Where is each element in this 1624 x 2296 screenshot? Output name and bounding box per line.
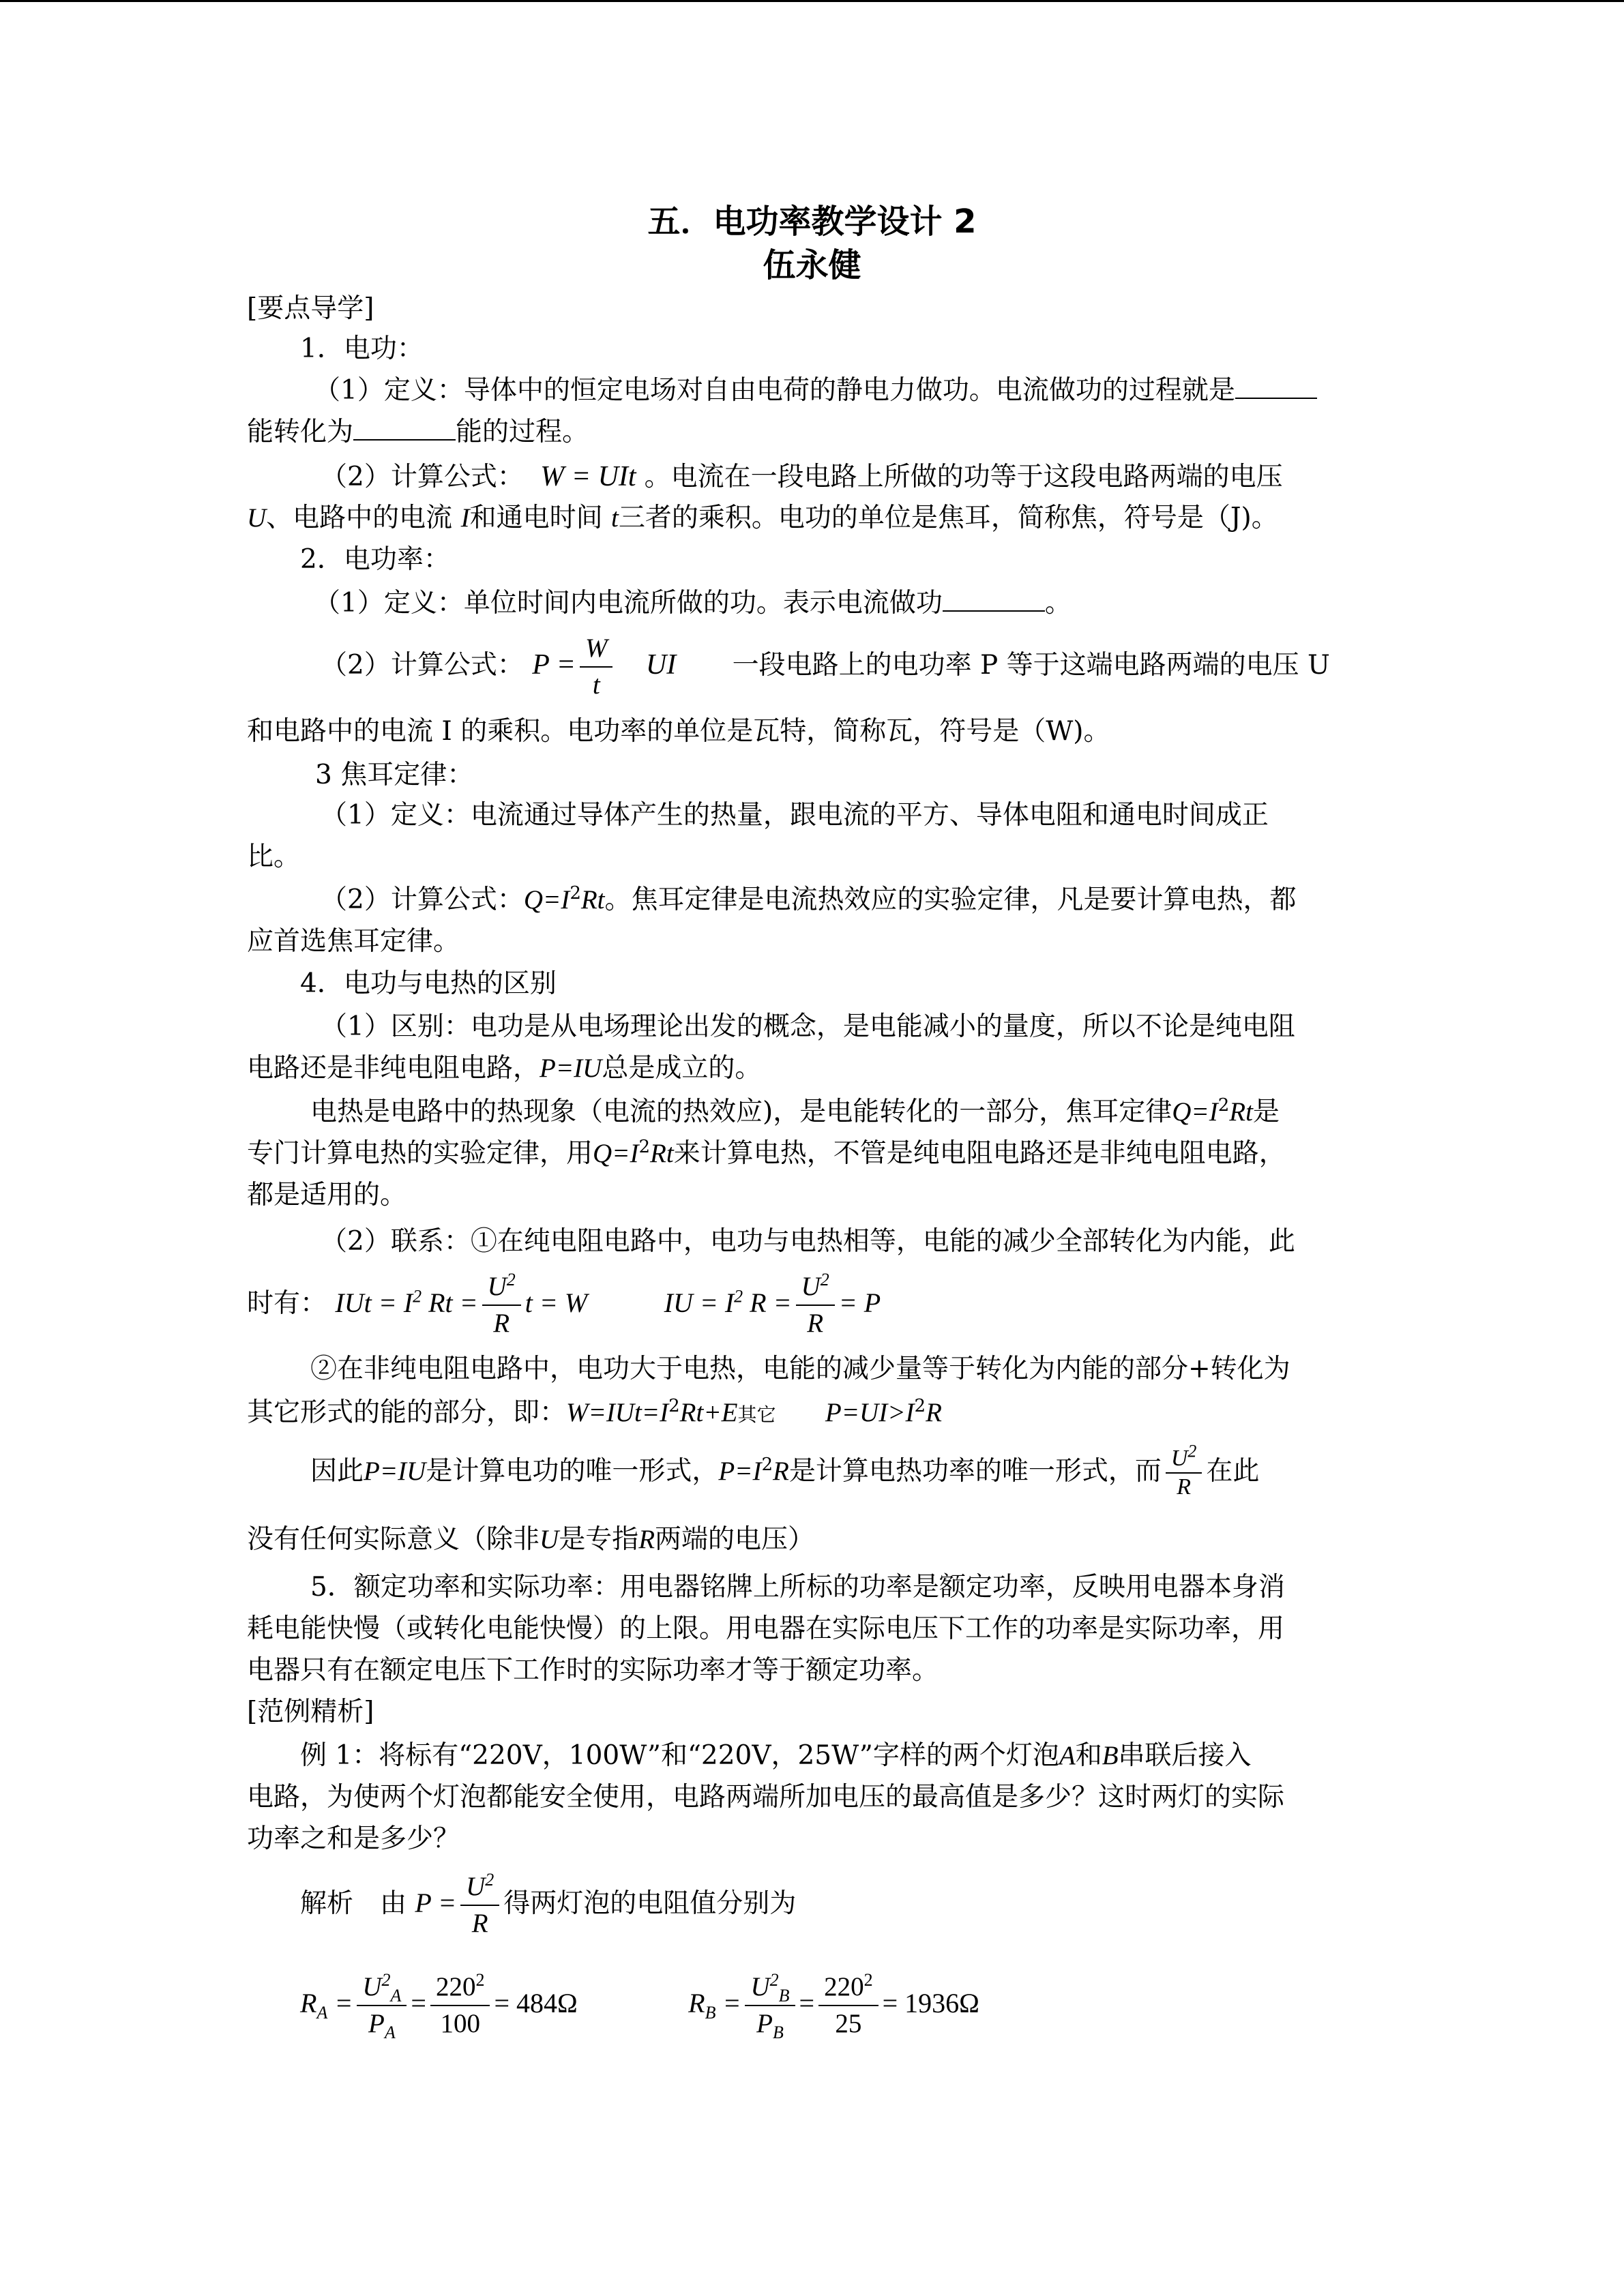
paragraph-line: （2）联系：①在纯电阻电路中，电功与电热相等，电能的减少全部转化为内能，此 bbox=[321, 1226, 1295, 1257]
fraction-w-over-t: $\frac{W}{t}$ bbox=[580, 631, 613, 703]
fraction-u2-over-r: $\frac{U^2}{R}$ bbox=[460, 1869, 499, 1941]
paragraph-line: （1）定义：单位时间内电流所做的功。表示电流做功 。 bbox=[314, 583, 1072, 624]
item-heading-difference: 4．电功与电热的区别 bbox=[300, 968, 557, 999]
result-ra: = 484Ω bbox=[494, 1988, 578, 2018]
paragraph-line: 5．额定功率和实际功率：用电器铭牌上所标的功率是额定功率，反映用电器本身消 bbox=[310, 1572, 1285, 1602]
item-heading-work: 1．电功： bbox=[300, 333, 424, 364]
fraction-u2-over-r: $\frac{U^2}{R}$ bbox=[796, 1269, 835, 1341]
paragraph-line: 功率之和是多少？ bbox=[247, 1823, 460, 1854]
paragraph-line: 没有任何实际意义（除非U是专指R两端的电压） bbox=[247, 1524, 815, 1555]
resistance-equations: $R_A$ = $\frac{U^2_A}{P_A}$ = $\frac{220^2}{100}$ = 484Ω $R_B$ = $\frac{U^2_B}{P_B}$ = $\frac{220^2}{25}$ = 1936Ω bbox=[300, 1970, 979, 2042]
fraction-220sq-over-100: $\frac{220^2}{100}$ bbox=[430, 1969, 490, 2042]
paragraph-line: 和电路中的电流 I 的乘积。电功率的单位是瓦特，简称瓦，符号是（W)。 bbox=[247, 716, 1110, 747]
section-heading-examples: [范例精析] bbox=[247, 1697, 374, 1727]
paragraph-line: （2）计算公式： W = UIt 。电流在一段电路上所做的功等于这段电路两端的电压 bbox=[321, 461, 1283, 492]
solution-line: 解析 由 P = $\frac{U^2}{R}$ 得两灯泡的电阻值分别为 bbox=[300, 1868, 796, 1941]
paragraph-line: ②在非纯电阻电路中，电功大于电热，电能的减少量等于转化为内能的部分+转化为 bbox=[310, 1354, 1290, 1384]
fraction-ub2-over-pb: $\frac{U^2_B}{P_B}$ bbox=[745, 1969, 795, 2042]
paragraph-line: （2）计算公式：$Q=I^2Rt$。焦耳定律是电流热效应的实验定律，凡是要计算电热，都 bbox=[321, 883, 1297, 915]
paragraph-line: 能转化为 能的过程。 bbox=[247, 412, 589, 453]
fill-blank[interactable] bbox=[1235, 373, 1317, 399]
paragraph-line: U、电路中的电流 I和通电时间 t三者的乘积。电功的单位是焦耳，简称焦，符号是（J)。 bbox=[247, 503, 1278, 533]
fill-blank[interactable] bbox=[943, 586, 1045, 612]
paragraph-line: 电热是电路中的热现象（电流的热效应)，是电能转化的一部分，焦耳定律$Q=I^2Rt$是 bbox=[310, 1095, 1280, 1127]
result-rb: = 1936Ω bbox=[882, 1988, 979, 2018]
item-heading-joule: 3 焦耳定律： bbox=[315, 760, 474, 790]
paragraph-line: （1）定义：导体中的恒定电场对自由电荷的静电力做功。电流做功的过程就是 bbox=[314, 370, 1317, 411]
paragraph-line: 耗电能快慢（或转化电能快慢）的上限。用电器在实际电压下工作的功率是实际功率，用 bbox=[247, 1613, 1285, 1644]
fill-blank[interactable] bbox=[353, 415, 456, 441]
formula-work: W = UIt bbox=[540, 461, 636, 492]
paragraph-line: 电路还是非纯电阻电路，P=IU总是成立的。 bbox=[247, 1053, 762, 1084]
section-heading-guide: [要点导学] bbox=[247, 293, 374, 324]
document-title: 五．电功率教学设计 2 bbox=[647, 203, 977, 241]
fraction-220sq-over-25: $\frac{220^2}{25}$ bbox=[818, 1969, 879, 2042]
paragraph-line: （1）定义：电流通过导体产生的热量，跟电流的平方、导体电阻和通电时间成正 bbox=[321, 800, 1269, 831]
fraction-ua2-over-pa: $\frac{U^2_A}{P_A}$ bbox=[357, 1969, 407, 2042]
paragraph-line: （1）区别：电功是从电场理论出发的概念，是电能减小的量度，所以不论是纯电阻 bbox=[321, 1011, 1295, 1042]
paragraph-line: （2）计算公式： P = $\frac{W}{t}$ UI 一段电路上的电功率 P 等于这端电路两端的电压 U bbox=[321, 629, 1330, 703]
paragraph-line: 专门计算电热的实验定律，用$Q=I^2Rt$来计算电热，不管是纯电阻电路还是非纯电阻电路， bbox=[247, 1137, 1286, 1169]
document-author: 伍永健 bbox=[763, 246, 861, 284]
paragraph-line: 都是适用的。 bbox=[247, 1180, 407, 1210]
fraction-u2-over-r: $\frac{U^2}{R}$ bbox=[1166, 1445, 1202, 1501]
item-heading-power: 2．电功率： bbox=[300, 544, 450, 575]
paragraph-line: 例 1：将标有“220V，100W”和“220V，25W”字样的两个灯泡A和B串联后接入 bbox=[300, 1740, 1252, 1771]
paragraph-line: 电器只有在额定电压下工作时的实际功率才等于额定功率。 bbox=[247, 1655, 939, 1686]
paragraph-line: 其它形式的能的部分，即：$W=IUt=I^2Rt+E$其它 $P=UI>I^2R$ bbox=[247, 1396, 942, 1428]
equation-line: 时有： IUt = $I^2$ Rt = $\frac{U^2}{R}$ t = W IU = $I^2$ R = $\frac{U^2}{R}$ = P bbox=[247, 1268, 881, 1341]
fraction-u2-over-r: $\frac{U^2}{R}$ bbox=[482, 1269, 521, 1341]
paragraph-line: 比。 bbox=[247, 841, 301, 872]
paragraph-line: 电路，为使两个灯泡都能安全使用，电路两端所加电压的最高值是多少？这时两灯的实际 bbox=[247, 1782, 1285, 1813]
paragraph-line: 应首选焦耳定律。 bbox=[247, 926, 460, 957]
paragraph-line: 因此P=IU是计算电功的唯一形式，$P=I^2R$是计算电热功率的唯一形式，而 $\frac{U^2}{R}$ 在此 bbox=[310, 1441, 1260, 1500]
